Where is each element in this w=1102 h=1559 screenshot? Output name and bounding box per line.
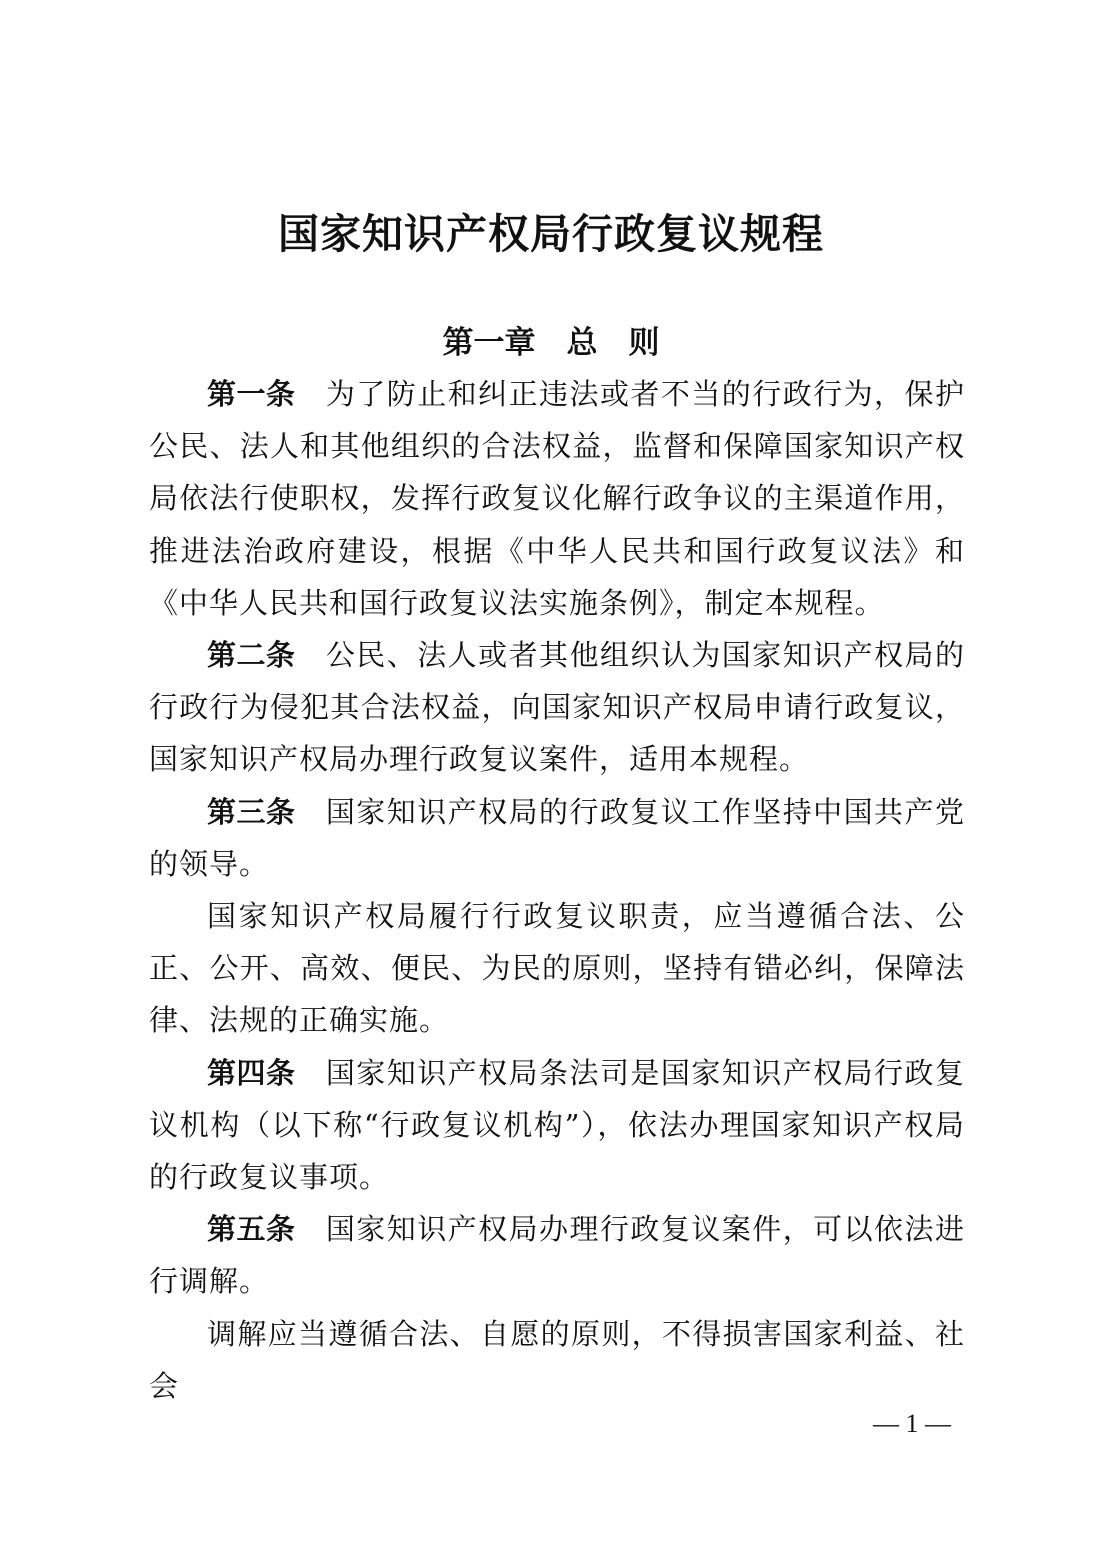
- paragraph-text: 国家知识产权局条法司是国家知识产权局行政复议机构（以下称“行政复议机构”），依法办理国家知识产权局的行政复议事项。: [149, 1055, 965, 1195]
- article-label: 第二条: [207, 638, 296, 673]
- article-label: 第四条: [207, 1055, 296, 1090]
- article-label: 第五条: [207, 1212, 296, 1247]
- paragraph-text: 国家知识产权局履行行政复议职责，应当遵循合法、公正、公开、高效、便民、为民的原则，坚持有错必纠，保障法律、法规的正确实施。: [149, 899, 965, 1038]
- paragraph-article-5-continued: [149, 1308, 965, 1412]
- paragraph-text: 为了防止和纠正违法或者不当的行政行为，保护公民、法人和其他组织的合法权益，监督和保障国家知识产权局依法行使职权，发挥行政复议化解行政争议的主渠道作用，推进法治政府建设，根据《中华人民共和国行政复议法》和《中华人民共和国行政复议法实施条例》，制定本规程。: [149, 377, 965, 620]
- paragraph-text: 公民、法人或者其他组织认为国家知识产权局的行政行为侵犯其合法权益，向国家知识产权局申请行政复议，国家知识产权局办理行政复议案件，适用本规程。: [149, 638, 965, 777]
- chapter-title: 第一章 总 则: [442, 325, 660, 361]
- paragraph-article-2: [149, 629, 965, 786]
- paragraph-text: 国家知识产权局办理行政复议案件，可以依法进行调解。: [149, 1212, 965, 1299]
- article-label: 第一条: [207, 377, 296, 411]
- paragraph-article-3: [149, 786, 965, 890]
- paragraph-article-3-continued: [149, 890, 965, 1047]
- page-number: — 1 —: [873, 1409, 951, 1438]
- paragraph-article-4: [149, 1047, 965, 1204]
- article-label: 第三条: [207, 794, 296, 829]
- paragraph-article-5: [149, 1203, 965, 1307]
- paragraph-text: 国家知识产权局的行政复议工作坚持中国共产党的领导。: [149, 794, 965, 881]
- document-title: 国家知识产权局行政复议规程: [278, 210, 824, 258]
- document-body: [149, 368, 965, 1412]
- paragraph-article-1: [149, 368, 965, 629]
- paragraph-text: 调解应当遵循合法、自愿的原则，不得损害国家利益、社会: [149, 1316, 965, 1403]
